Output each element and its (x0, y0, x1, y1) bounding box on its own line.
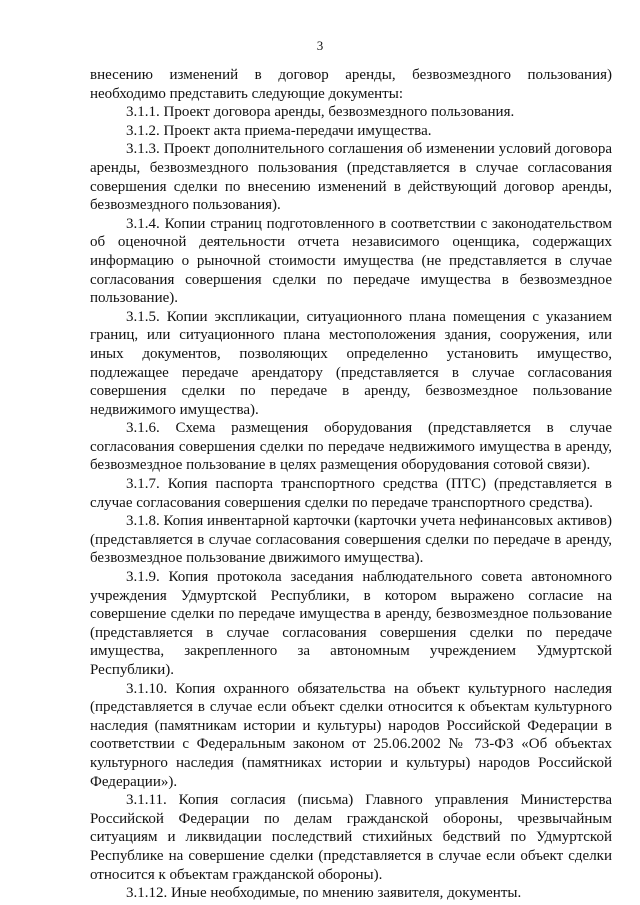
paragraph-item-3-1-10: 3.1.10. Копия охранного обязательства на объект культурного наследия (представляется в случае если объект сделки относится к объектам культурного наследия (памятникам истории и культуры) народов Российской Федерации в соответствии с Федеральным законом от 25.06.2002 № 73-ФЗ «Об объектах культурного наследия (памятниках истории и культуры) народов Российской Федерации»). (90, 680, 612, 790)
paragraph-item-3-1-2: 3.1.2. Проект акта приема-передачи имущества. (126, 122, 432, 139)
paragraph-item-3-1-5: 3.1.5. Копии экспликации, ситуационного плана помещения с указанием границ, или ситуационного плана местоположения здания, сооружения, или иных документов, позволяющих определенно установить имущество, подлежащее передаче арендатору (представляется в случае согласования совершения сделки по передаче в аренду, безвозмездное пользование недвижимого имущества). (90, 308, 612, 418)
paragraph-item-3-1-9: 3.1.9. Копия протокола заседания наблюдательного совета автономного учреждения Удмуртской Республики, в котором выражено согласие на совершение сделки по передаче имущества в аренду, безвозмездное пользование (представляется в случае согласования совершения сделки по передаче имущества, закрепленного за автономным учреждением Удмуртской Республики). (90, 569, 612, 678)
paragraph-intro-continuation: внесению изменений в договор аренды, безвозмездного пользования) необходимо представить следующие документы: (90, 67, 612, 102)
paragraph-item-3-1-6: 3.1.6. Схема размещения оборудования (представляется в случае согласования совершения сделки по передаче недвижимого имущества в аренду, безвозмездное пользование в целях размещения оборудования сотовой связи). (90, 420, 612, 474)
paragraph-item-3-1-12: 3.1.12. Иные необходимые, по мнению заявителя, документы. (126, 885, 522, 902)
paragraph-item-3-1-8: 3.1.8. Копия инвентарной карточки (карточки учета нефинансовых активов) (представляется в случае согласования совершения сделки по передаче в аренду, безвозмездное пользование движимого имущества). (90, 513, 612, 567)
paragraph-item-3-1-7: 3.1.7. Копия паспорта транспортного средства (ПТС) (представляется в случае согласования совершения сделки по передаче транспортного средства). (90, 476, 612, 511)
paragraph-item-3-1-1: 3.1.1. Проект договора аренды, безвозмездного пользования. (126, 104, 515, 121)
paragraph-item-3-1-11: 3.1.11. Копия согласия (письма) Главного управления Министерства Российской Федерации по делам гражданской обороны, чрезвычайным ситуациям и ликвидации последствий стихийных бедствий по Удмуртской Республике на совершение сделки (представляется в случае если объект сделки относится к объектам гражданской обороны). (90, 792, 612, 883)
document-body (90, 66, 612, 903)
page-number: 3 (316, 38, 324, 53)
paragraph-item-3-1-3: 3.1.3. Проект дополнительного соглашения об изменении условий договора аренды, безвозмездного пользования (представляется в случае согласования совершения сделки по внесению изменений в действующий договор аренды, безвозмездного пользования). (90, 141, 612, 214)
paragraph-item-3-1-4: 3.1.4. Копии страниц подготовленного в соответствии с законодательством об оценочной деятельности отчета независимого оценщика, содержащих информацию о рыночной стоимости имущества (не представляется в случае согласования совершения сделки по передаче имущества в безвозмездное пользование). (90, 215, 612, 307)
